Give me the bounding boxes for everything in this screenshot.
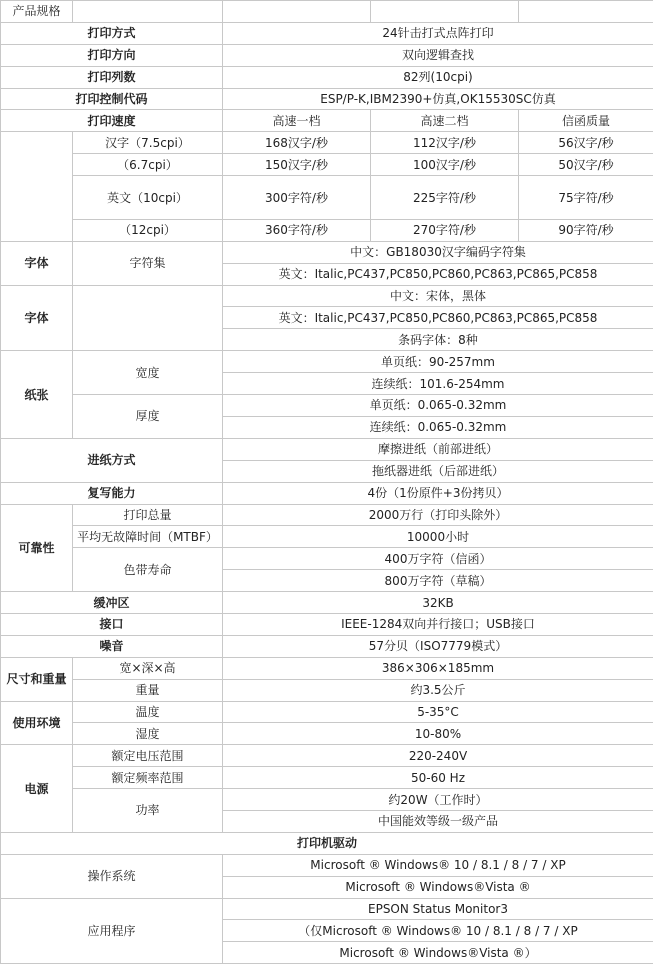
speed-value: 168汉字/秒	[223, 132, 371, 154]
speed-header: 高速一档	[223, 110, 371, 132]
row-label: 打印列数	[1, 66, 223, 88]
table-row	[1, 154, 653, 176]
table-row	[1, 613, 653, 635]
row-label: 打印方式	[1, 22, 223, 44]
table-row	[1, 219, 653, 241]
sub-label: 湿度	[73, 723, 223, 745]
sub-label: 温度	[73, 701, 223, 723]
empty-cell	[519, 1, 653, 23]
row-value: Microsoft ® Windows®Vista ®	[223, 876, 653, 898]
speed-header: 高速二档	[371, 110, 519, 132]
row-value: 32KB	[223, 592, 653, 614]
sub-label: 宽×深×高	[73, 657, 223, 679]
sub-label: 字符集	[73, 241, 223, 285]
table-row	[1, 789, 653, 811]
table-row	[1, 767, 653, 789]
table-row	[1, 132, 653, 154]
row-value: 220-240V	[223, 745, 653, 767]
row-value: EPSON Status Monitor3	[223, 898, 653, 920]
row-value: 拖纸器进纸（后部进纸）	[223, 460, 653, 482]
empty-cell	[371, 1, 519, 23]
speed-value: 90字符/秒	[519, 219, 653, 241]
table-row	[1, 679, 653, 701]
empty-cell	[73, 285, 223, 351]
table-title: 产品规格	[1, 1, 73, 23]
speed-row-label: （6.7cpi）	[73, 154, 223, 176]
row-label: 打印速度	[1, 110, 223, 132]
row-label: 缓冲区	[1, 592, 223, 614]
sub-label: 额定电压范围	[73, 745, 223, 767]
section-title: 打印机驱动	[1, 832, 653, 854]
row-value: 双向逻辑查找	[223, 44, 653, 66]
row-value: 800万字符（草稿）	[223, 570, 653, 592]
row-value: Microsoft ® Windows®Vista ®）	[223, 942, 653, 964]
row-value: IEEE-1284双向并行接口；USB接口	[223, 613, 653, 635]
sub-label: 应用程序	[1, 898, 223, 964]
row-label: 可靠性	[1, 504, 73, 592]
row-value: 10-80%	[223, 723, 653, 745]
row-value: 单页纸：0.065-0.32mm	[223, 395, 653, 417]
speed-row-label: （12cpi）	[73, 219, 223, 241]
table-row	[1, 635, 653, 657]
table-row	[1, 898, 653, 920]
row-value: 中国能效等级一级产品	[223, 810, 653, 832]
table-row	[1, 66, 653, 88]
table-row	[1, 176, 653, 220]
table-row	[1, 701, 653, 723]
speed-header: 信函质量	[519, 110, 653, 132]
sub-label: 宽度	[73, 351, 223, 395]
empty-cell	[223, 1, 371, 23]
row-value: 82列(10cpi)	[223, 66, 653, 88]
sub-label: 额定频率范围	[73, 767, 223, 789]
row-label: 电源	[1, 745, 73, 833]
speed-value: 56汉字/秒	[519, 132, 653, 154]
table-row	[1, 592, 653, 614]
table-row	[1, 22, 653, 44]
table-row	[1, 832, 653, 854]
sub-label: 功率	[73, 789, 223, 833]
speed-value: 270字符/秒	[371, 219, 519, 241]
sub-label: 平均无故障时间（MTBF）	[73, 526, 223, 548]
row-label: 使用环境	[1, 701, 73, 745]
table-row	[1, 241, 653, 263]
row-value: 5-35°C	[223, 701, 653, 723]
row-value: 约3.5公斤	[223, 679, 653, 701]
sub-label: 重量	[73, 679, 223, 701]
row-value: 24针击打式点阵打印	[223, 22, 653, 44]
table-row	[1, 548, 653, 570]
table-row	[1, 526, 653, 548]
table-row	[1, 395, 653, 417]
speed-value: 300字符/秒	[223, 176, 371, 220]
row-label: 噪音	[1, 635, 223, 657]
speed-value: 112汉字/秒	[371, 132, 519, 154]
speed-value: 50汉字/秒	[519, 154, 653, 176]
row-label: 尺寸和重量	[1, 657, 73, 701]
table-row	[1, 745, 653, 767]
row-label: 打印控制代码	[1, 88, 223, 110]
speed-value: 75字符/秒	[519, 176, 653, 220]
speed-value: 100汉字/秒	[371, 154, 519, 176]
row-value: 条码字体：8种	[223, 329, 653, 351]
row-value: 英文：Italic,PC437,PC850,PC860,PC863,PC865,PC858	[223, 307, 653, 329]
table-row	[1, 110, 653, 132]
row-value: 57分贝（ISO7779模式）	[223, 635, 653, 657]
sub-label: 厚度	[73, 395, 223, 439]
row-label: 接口	[1, 613, 223, 635]
speed-row-label: 汉字（7.5cpi）	[73, 132, 223, 154]
row-label: 进纸方式	[1, 438, 223, 482]
table-row	[1, 438, 653, 460]
table-row	[1, 285, 653, 307]
row-value: 连续纸：0.065-0.32mm	[223, 416, 653, 438]
row-label: 纸张	[1, 351, 73, 439]
sub-label: 操作系统	[1, 854, 223, 898]
table-row	[1, 657, 653, 679]
table-row	[1, 44, 653, 66]
table-row	[1, 1, 653, 23]
row-value: 400万字符（信函）	[223, 548, 653, 570]
table-row	[1, 88, 653, 110]
row-value: Microsoft ® Windows® 10 / 8.1 / 8 / 7 / XP	[223, 854, 653, 876]
table-row	[1, 723, 653, 745]
row-label: 复写能力	[1, 482, 223, 504]
table-row	[1, 504, 653, 526]
empty-cell	[73, 1, 223, 23]
empty-cell	[1, 132, 73, 241]
row-value: 中文：GB18030汉字编码字符集	[223, 241, 653, 263]
row-value: 4份（1份原件+3份拷贝）	[223, 482, 653, 504]
speed-row-label: 英文（10cpi）	[73, 176, 223, 220]
speed-value: 150汉字/秒	[223, 154, 371, 176]
sub-label: 色带寿命	[73, 548, 223, 592]
row-label: 字体	[1, 241, 73, 285]
row-value: 约20W（工作时）	[223, 789, 653, 811]
row-value: 英文：Italic,PC437,PC850,PC860,PC863,PC865,PC858	[223, 263, 653, 285]
row-label: 字体	[1, 285, 73, 351]
row-value: 单页纸：90-257mm	[223, 351, 653, 373]
table-row	[1, 482, 653, 504]
row-value: 50-60 Hz	[223, 767, 653, 789]
row-value: 摩擦进纸（前部进纸）	[223, 438, 653, 460]
sub-label: 打印总量	[73, 504, 223, 526]
row-value: 386×306×185mm	[223, 657, 653, 679]
row-label: 打印方向	[1, 44, 223, 66]
row-value: ESP/P-K,IBM2390+仿真,OK15530SC仿真	[223, 88, 653, 110]
row-value: （仅Microsoft ® Windows® 10 / 8.1 / 8 / 7 / XP	[223, 920, 653, 942]
speed-value: 225字符/秒	[371, 176, 519, 220]
row-value: 10000小时	[223, 526, 653, 548]
speed-value: 360字符/秒	[223, 219, 371, 241]
row-value: 2000万行（打印头除外）	[223, 504, 653, 526]
row-value: 中文：宋体，黑体	[223, 285, 653, 307]
table-row	[1, 351, 653, 373]
table-row	[1, 854, 653, 876]
row-value: 连续纸：101.6-254mm	[223, 373, 653, 395]
